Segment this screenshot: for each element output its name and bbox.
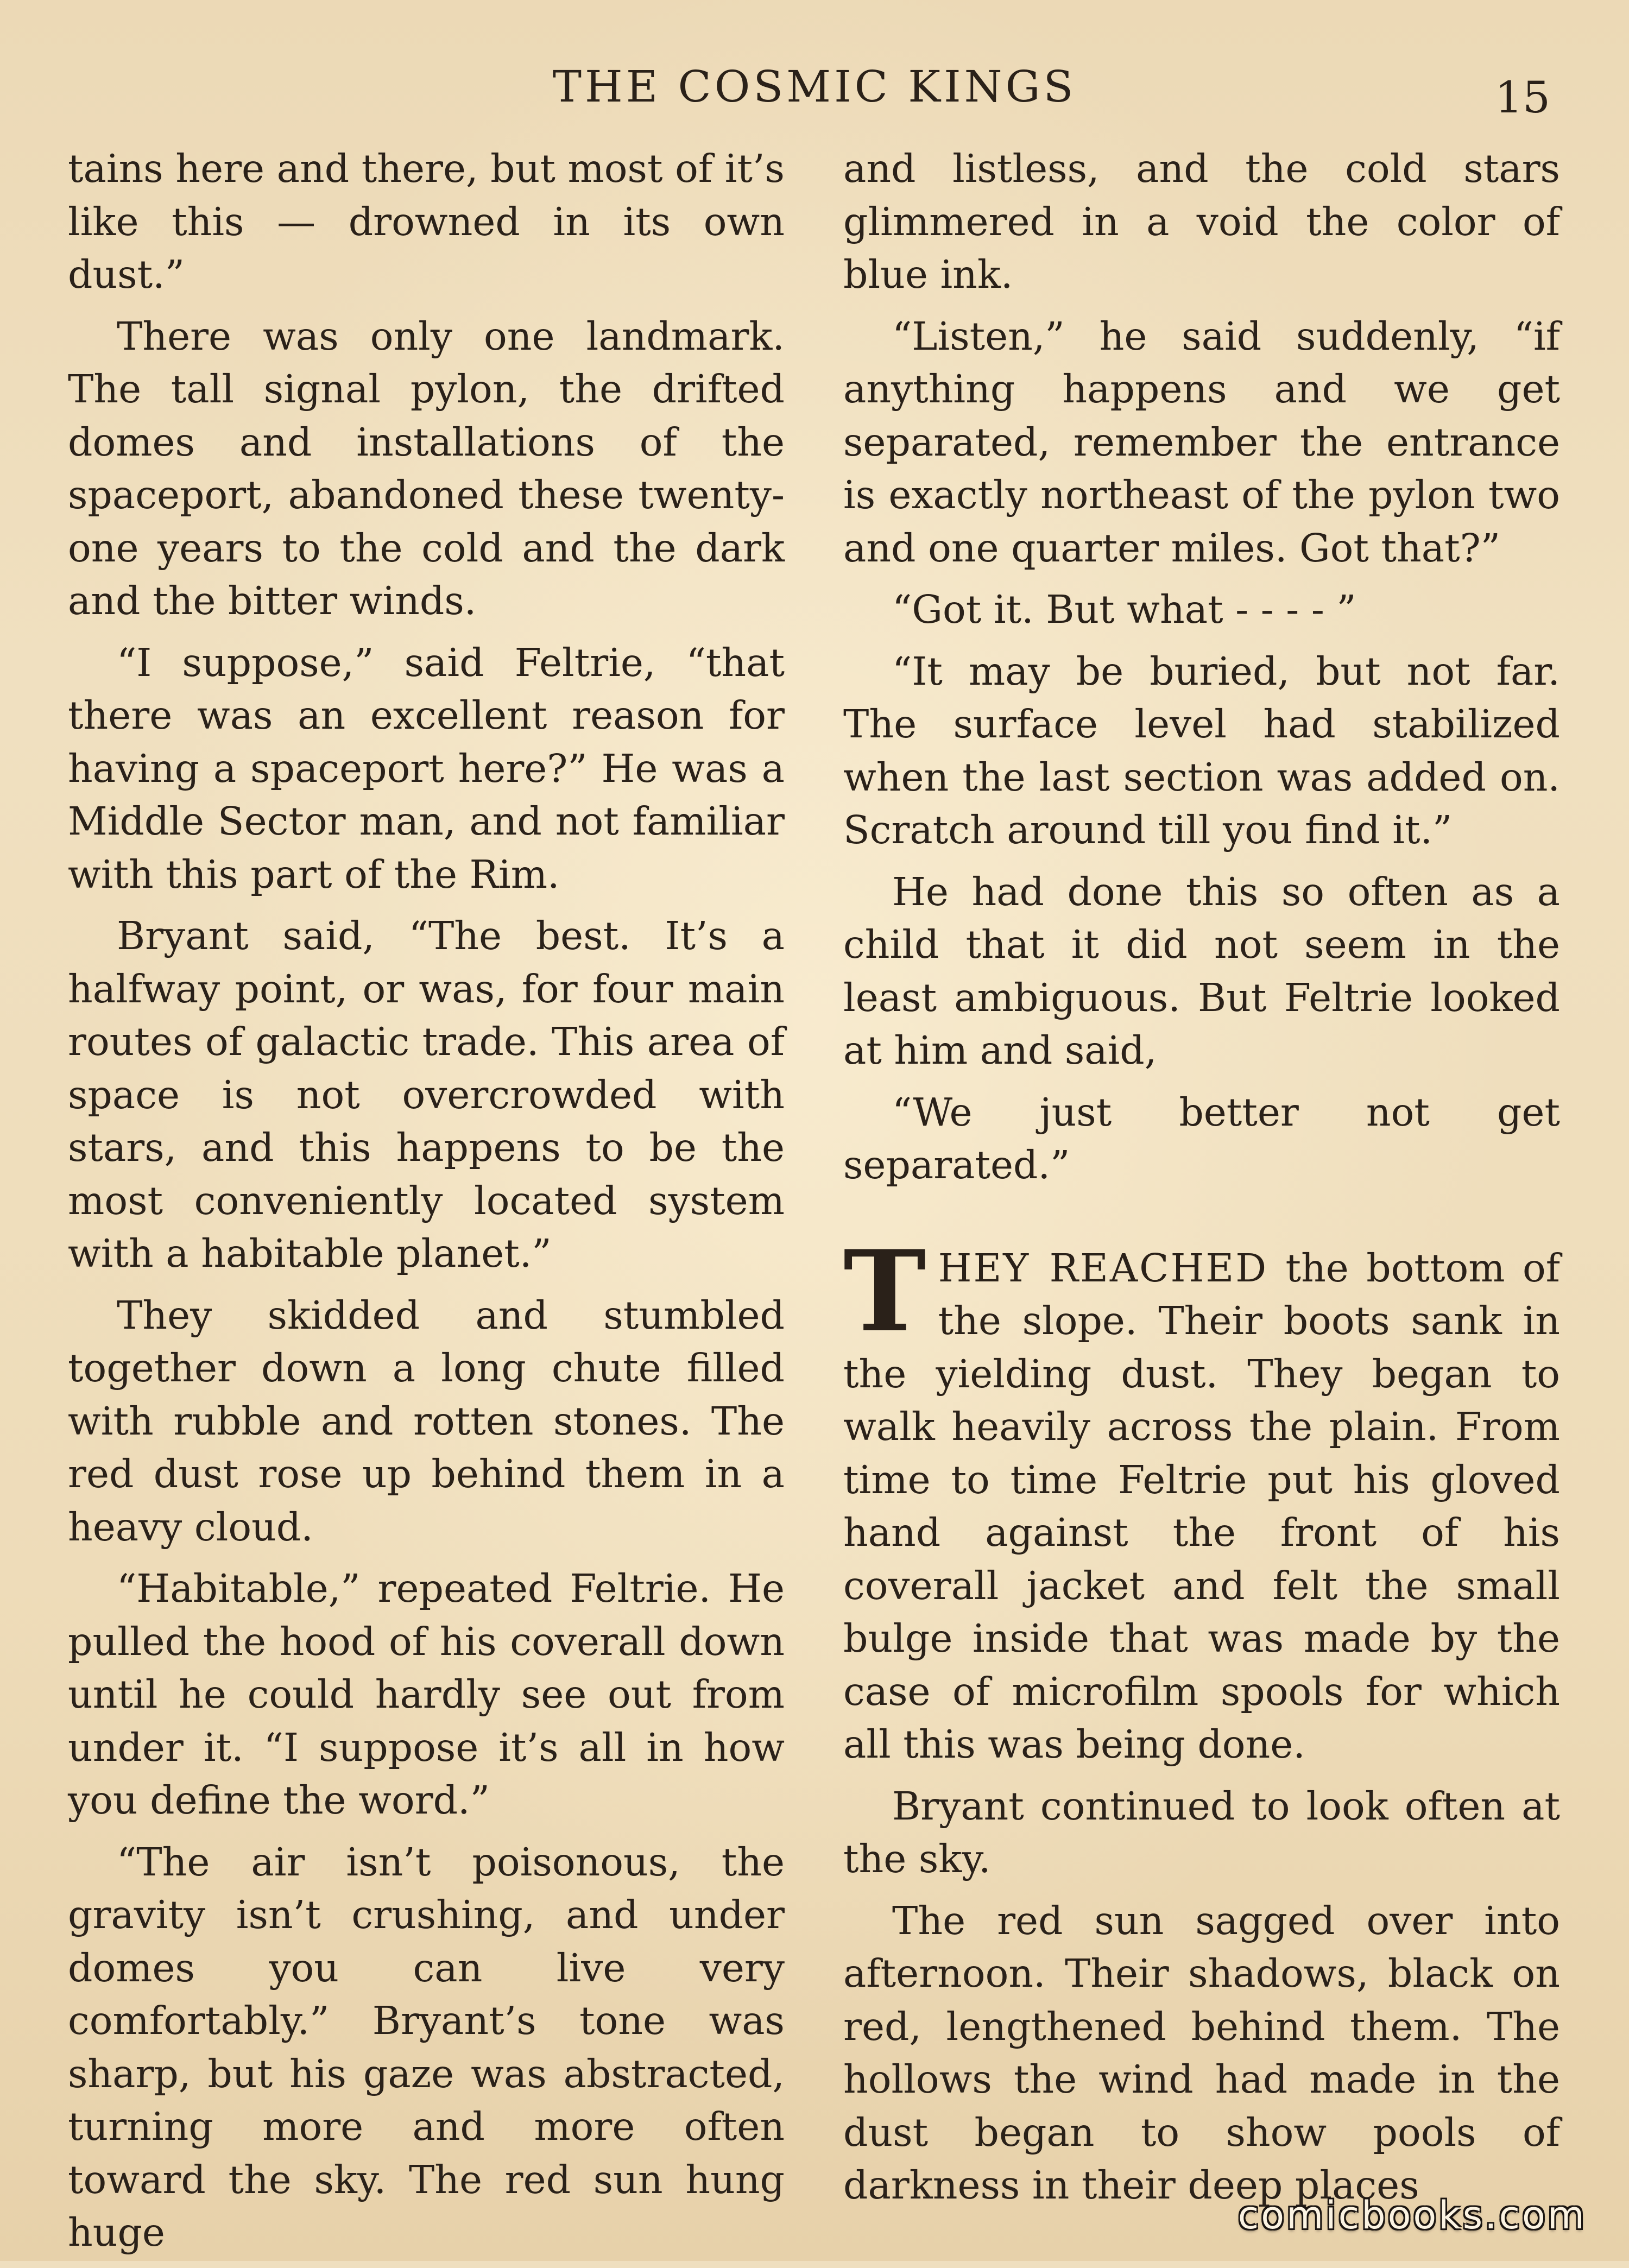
- paragraph: Bryant said, “The best. It’s a halfway point, or was, for four main routes of galactic trade. This area of space is not overcrowded with stars, and this happens to be the most conveniently located system with a habitable planet.”: [68, 913, 785, 1276]
- paragraph: “I suppose,” said Feltrie, “that there was an excellent reason for having a spaceport here?” He was a Middle Sector man, and not familiar with this part of the Rim.: [68, 640, 785, 897]
- drop-cap: T: [843, 1226, 926, 1357]
- paragraph: They skidded and stumbled together down a long chute filled with rubble and rotten stones. The red dust rose up behind them in a heavy cloud.: [68, 1292, 785, 1550]
- paragraph-rest: the bottom of the slope. Their boots sank in the yielding dust. They began to walk heavily across the plain. From time to time Feltrie put his gloved hand against the front of his coverall jacket and felt the small bulge inside that was made by the case of microfilm spools for which all this was being done.: [843, 1245, 1560, 1767]
- page-number: 15: [1495, 72, 1550, 123]
- paragraph: “Listen,” he said suddenly, “if anything happens and we get separated, remember the entrance is exactly northeast of the pylon two and one quarter miles. Got that?”: [843, 313, 1560, 571]
- paragraph: Bryant continued to look often at the sky.: [843, 1783, 1560, 1881]
- paragraph: and listless, and the cold stars glimmered in a void the color of blue ink.: [843, 146, 1560, 297]
- section-opening-paragraph: [843, 1226, 1560, 1771]
- paragraph: There was only one landmark. The tall signal pylon, the drifted domes and installations of the spaceport, abandoned these twenty-one years to the cold and the dark and the bitter winds.: [68, 313, 785, 623]
- paragraph: “Got it. But what - - - - ”: [892, 587, 1356, 632]
- paragraph: He had done this so often as a child that it did not seem in the least ambiguous. But Feltrie looked at him and said,: [843, 869, 1560, 1073]
- paragraph: tains here and there, but most of it’s like this — drowned in its own dust.”: [68, 146, 785, 297]
- running-title: THE COSMIC KINGS: [552, 61, 1077, 112]
- left-column: [68, 142, 785, 2268]
- paragraph: “It may be buried, but not far. The surface level had stabilized when the last section was added on. Scratch around till you find it.”: [843, 648, 1560, 852]
- paragraph: “We just better not get separated.”: [843, 1089, 1560, 1187]
- paragraph: “The air isn’t poisonous, the gravity isn’t crushing, and under domes you can live very comfortably.” Bryant’s tone was sharp, but his gaze was abstracted, turning more and more often toward the sky. The red sun hung huge: [68, 1839, 785, 2255]
- watermark: comicbooks.com: [1237, 2193, 1587, 2238]
- paragraph: “Habitable,” repeated Feltrie. He pulled the hood of his coverall down until he could hardly see out from under it. “I suppose it’s all in how you define the word.”: [68, 1566, 785, 1823]
- right-column: [843, 142, 1560, 2221]
- paragraph: The red sun sagged over into afternoon. Their shadows, black on red, lengthened behind them. The hollows the wind had made in the dust began to show pools of darkness in their deep places: [843, 1898, 1560, 2208]
- page-header: [0, 54, 1629, 123]
- lead-in: HEY REACHED: [938, 1245, 1268, 1291]
